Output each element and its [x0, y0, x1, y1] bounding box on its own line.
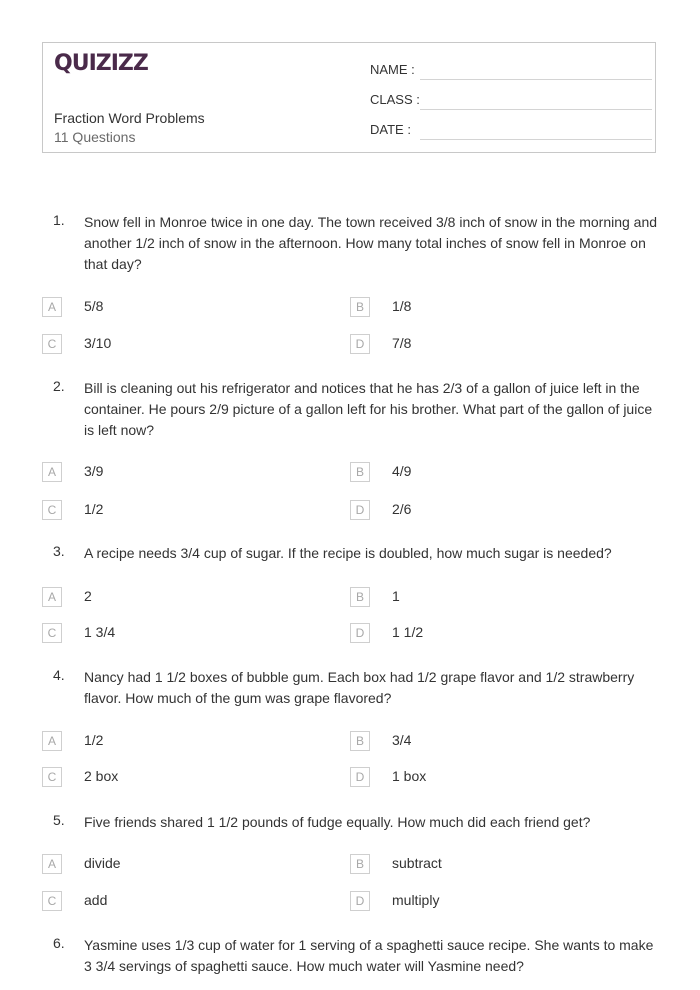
date-label: DATE :: [370, 122, 411, 137]
question-number: 5.: [53, 812, 65, 828]
option-letter-box: D: [350, 623, 370, 643]
question-text: Bill is cleaning out his refrigerator and notices that he has 2/3 of a gallon of juice left in the container. He pours 2/9 picture of a gallon left for his brother. What part of the gallon of juice is left now?: [84, 380, 653, 438]
option-letter-box: A: [42, 462, 62, 482]
option-letter-box: D: [350, 891, 370, 911]
option-text: 3/4: [392, 732, 412, 748]
question-number: 4.: [53, 667, 65, 683]
option-text: 1 box: [392, 768, 427, 784]
option-text: 2 box: [84, 768, 119, 784]
option-letter-box: B: [350, 462, 370, 482]
option-text: 1/2: [84, 732, 104, 748]
option-letter-box: D: [350, 767, 370, 787]
question-text: Yasmine uses 1/3 cup of water for 1 serving of a spaghetti sauce recipe. She wants to make 3 3/4 servings of spaghetti sauce. How much water will Yasmine need?: [84, 937, 654, 974]
option-text: 2: [84, 588, 92, 604]
option-letter-box: C: [42, 500, 62, 520]
question-number: 1.: [53, 212, 65, 228]
option-letter-box: A: [42, 587, 62, 607]
option-text: multiply: [392, 892, 440, 908]
option-text: divide: [84, 855, 121, 871]
worksheet-title: Fraction Word Problems: [54, 110, 205, 126]
date-field[interactable]: [370, 120, 648, 140]
option-text: 7/8: [392, 335, 412, 351]
option-letter-box: B: [350, 731, 370, 751]
option-letter-box: A: [42, 854, 62, 874]
option-letter-box: C: [42, 891, 62, 911]
option-letter-box: A: [42, 297, 62, 317]
question-number: 3.: [53, 543, 65, 559]
option-text: 4/9: [392, 463, 412, 479]
option-letter-box: B: [350, 297, 370, 317]
option-letter-box: B: [350, 854, 370, 874]
option-text: add: [84, 892, 108, 908]
name-field[interactable]: [370, 60, 648, 80]
option-text: 2/6: [392, 501, 412, 517]
worksheet-header: [42, 42, 656, 153]
option-letter-box: D: [350, 334, 370, 354]
question-number: 6.: [53, 935, 65, 951]
class-field[interactable]: [370, 90, 648, 110]
option-text: 3/10: [84, 335, 112, 351]
question-text: Snow fell in Monroe twice in one day. The town received 3/8 inch of snow in the morning and another 1/2 inch of snow in the afternoon. How many total inches of snow fell in Monroe on that day?: [84, 214, 658, 272]
option-letter-box: C: [42, 767, 62, 787]
class-line: [420, 109, 652, 110]
option-letter-box: D: [350, 500, 370, 520]
option-letter-box: C: [42, 334, 62, 354]
question-text: Five friends shared 1 1/2 pounds of fudge equally. How much did each friend get?: [84, 814, 591, 830]
option-letter-box: A: [42, 731, 62, 751]
option-text: 1 1/2: [392, 624, 424, 640]
option-text: subtract: [392, 855, 442, 871]
name-label: NAME :: [370, 62, 415, 77]
option-text: 1/8: [392, 298, 412, 314]
question-text: Nancy had 1 1/2 boxes of bubble gum. Each box had 1/2 grape flavor and 1/2 strawberry flavor. How much of the gum was grape flavored?: [84, 669, 635, 706]
option-letter-box: B: [350, 587, 370, 607]
option-letter-box: C: [42, 623, 62, 643]
class-label: CLASS :: [370, 92, 420, 107]
quizizz-logo: QUIZIZZ: [54, 51, 148, 76]
name-line: [420, 79, 652, 80]
question-number: 2.: [53, 378, 65, 394]
option-text: 1 3/4: [84, 624, 116, 640]
option-text: 5/8: [84, 298, 104, 314]
option-text: 1: [392, 588, 400, 604]
option-text: 1/2: [84, 501, 104, 517]
question-text: A recipe needs 3/4 cup of sugar. If the recipe is doubled, how much sugar is needed?: [84, 545, 612, 561]
question-count: 11 Questions: [54, 129, 136, 145]
option-text: 3/9: [84, 463, 104, 479]
date-line: [420, 139, 652, 140]
